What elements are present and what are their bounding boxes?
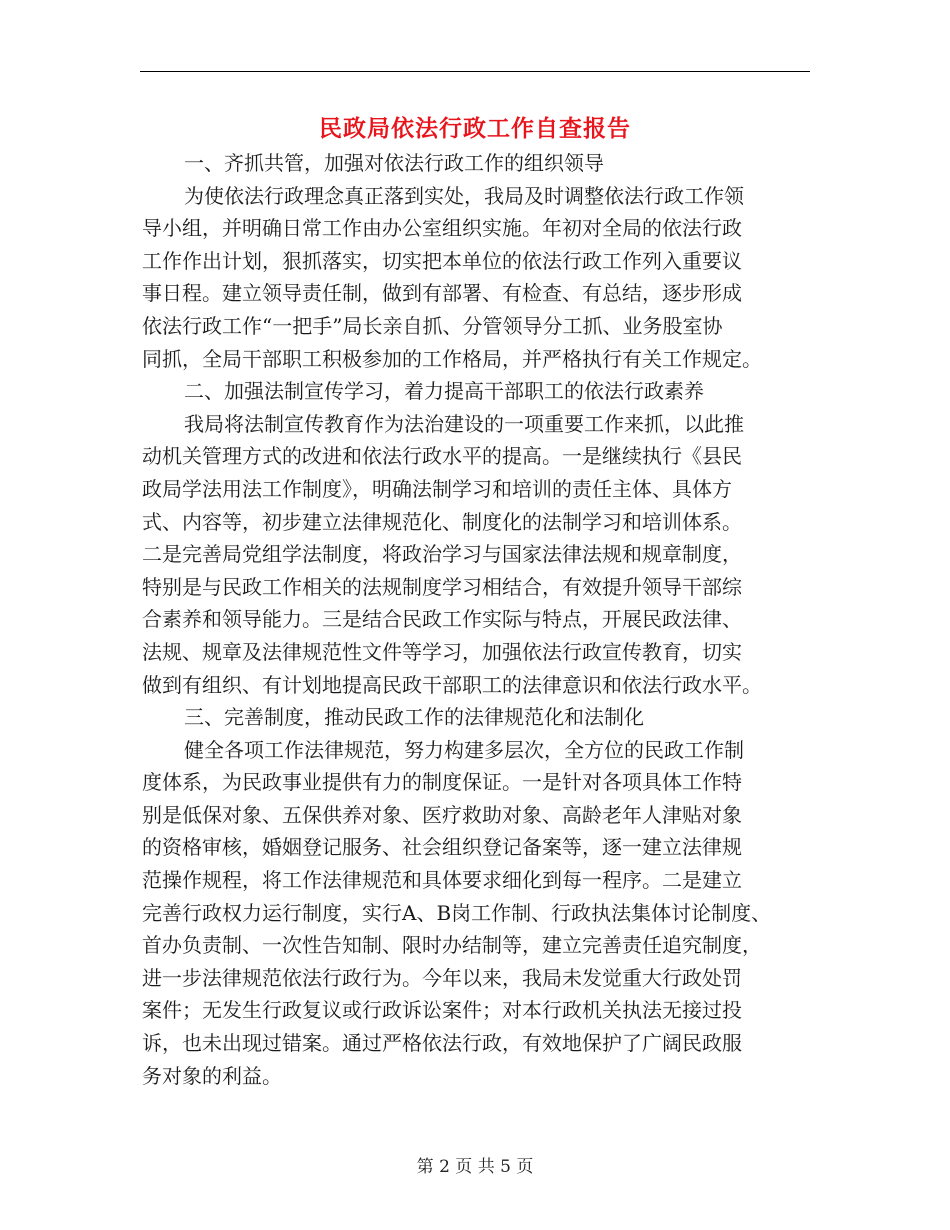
document-body	[142, 147, 810, 1092]
body-line: 度体系，为民政事业提供有力的制度保证。一是针对各项具体工作特	[142, 770, 742, 795]
body-line: 二、加强法制宣传学习，着力提高干部职工的依法行政素养	[184, 379, 704, 404]
body-line: 别是低保对象、五保供养对象、医疗救助对象、高龄老年人津贴对象	[142, 802, 742, 827]
body-line: 我局将法制宣传教育作为法治建设的一项重要工作来抓，以此推	[184, 411, 744, 436]
body-line: 事日程。建立领导责任制，做到有部署、有检查、有总结，逐步形成	[142, 281, 742, 306]
body-line: 合素养和领导能力。三是结合民政工作实际与特点，开展民政法律、	[142, 607, 742, 632]
body-line: 式、内容等，初步建立法律规范化、制度化的法制学习和培训体系。	[142, 509, 742, 534]
body-line: 范操作规程，将工作法律规范和具体要求细化到每一程序。二是建立	[142, 868, 742, 893]
body-line: 一、齐抓共管，加强对依法行政工作的组织领导	[184, 151, 604, 175]
body-line: 导小组，并明确日常工作由办公室组织实施。年初对全局的依法行政	[142, 216, 742, 241]
document-title: 民政局依法行政工作自查报告	[319, 116, 631, 142]
body-line: 务对象的利益。	[142, 1063, 282, 1088]
body-line: 的资格审核，婚姻登记服务、社会组织登记备案等，逐一建立法律规	[142, 835, 742, 860]
body-line: 政局学法用法工作制度》，明确法制学习和培训的责任主体、具体方	[142, 476, 732, 501]
body-line: 首办负责制、一次性告知制、限时办结制等，建立完善责任追究制度，	[142, 933, 762, 958]
body-line: 二是完善局党组学法制度，将政治学习与国家法律法规和规章制度，	[142, 542, 742, 567]
body-line: 做到有组织、有计划地提高民政干部职工的法律意识和依法行政水平。	[142, 672, 762, 697]
body-line: 为使依法行政理念真正落到实处，我局及时调整依法行政工作领	[184, 183, 744, 208]
body-line: 法规、规章及法律规范性文件等学习，加强依法行政宣传教育，切实	[142, 639, 742, 664]
body-line: 诉，也未出现过错案。通过严格依法行政，有效地保护了广阔民政服	[142, 1031, 742, 1056]
body-line: 同抓，全局干部职工积极参加的工作格局，并严格执行有关工作规定。	[142, 346, 762, 371]
body-line: 工作作出计划，狠抓落实，切实把本单位的依法行政工作列入重要议	[142, 248, 742, 273]
body-line: 案件；无发生行政复议或行政诉讼案件；对本行政机关执法无接过投	[142, 998, 742, 1023]
body-line: 三、完善制度，推动民政工作的法律规范化和法制化	[184, 705, 644, 730]
header-rule	[140, 71, 810, 72]
page-footer: 第 2 页 共 5 页	[416, 1157, 534, 1177]
body-line: 特别是与民政工作相关的法规制度学习相结合，有效提升领导干部综	[142, 574, 742, 599]
body-line: 依法行政工作“一把手”局长亲自抓、分管领导分工抓、业务股室协	[142, 313, 723, 338]
body-line: 动机关管理方式的改进和依法行政水平的提高。一是继续执行《县民	[142, 444, 742, 469]
body-line: 健全各项工作法律规范，努力构建多层次，全方位的民政工作制	[184, 737, 744, 762]
body-line: 完善行政权力运行制度，实行A、B岗工作制、行政执法集体讨论制度、	[142, 900, 772, 925]
body-line: 进一步法律规范依法行政行为。今年以来，我局未发觉重大行政处罚	[142, 965, 742, 990]
